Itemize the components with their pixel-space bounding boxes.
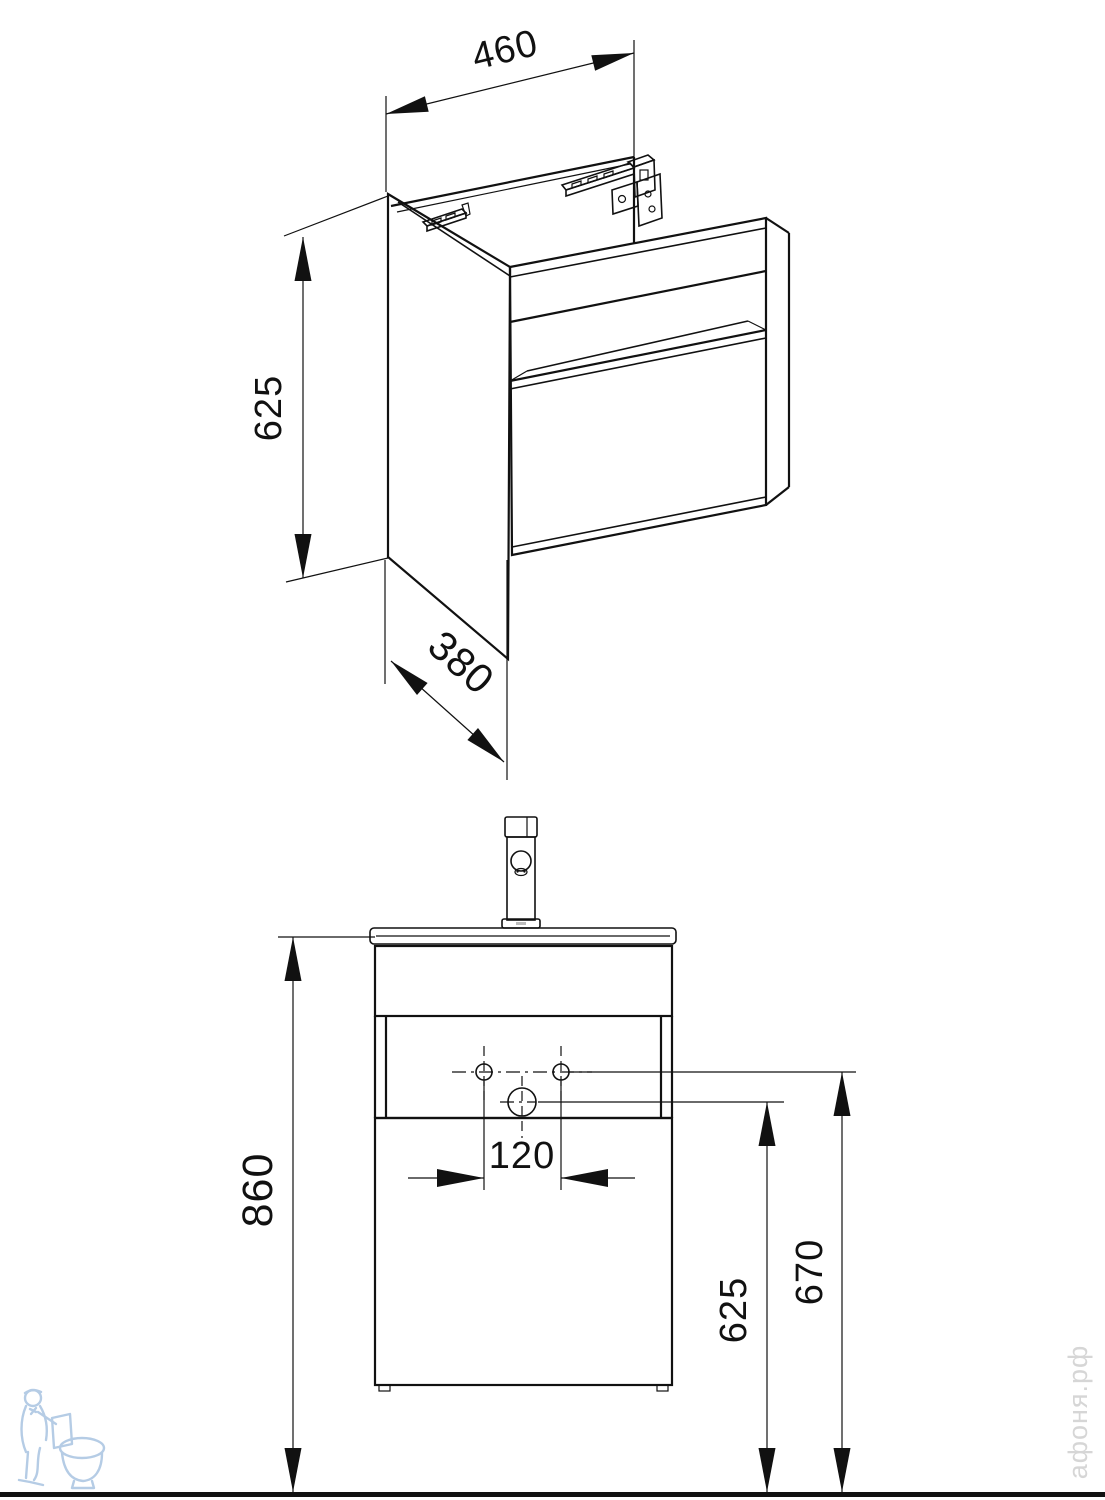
washbasin — [370, 928, 676, 944]
right-mounting-rail-icon — [562, 155, 662, 226]
iso-width-label: 460 — [467, 22, 543, 79]
iso-recess-top — [510, 271, 766, 322]
iso-recess-bottom — [510, 330, 766, 381]
faucet — [502, 817, 540, 928]
arrowhead — [467, 728, 504, 762]
front-total-height-label: 860 — [234, 1152, 282, 1228]
arrowhead — [295, 237, 312, 281]
floor-line — [0, 1492, 1105, 1497]
front-drain-height-label: 625 — [713, 1276, 755, 1344]
iso-depth-dimension — [385, 560, 507, 780]
iso-height-dimension — [248, 196, 388, 582]
iso-depth-label: 380 — [419, 621, 504, 704]
site-watermark-text: афоня.рф — [1063, 1344, 1093, 1480]
front-hole-spacing-label: 120 — [488, 1135, 556, 1177]
iso-height-label: 625 — [248, 374, 290, 442]
iso-back-rim — [391, 157, 634, 206]
front-view — [0, 817, 1105, 1497]
iso-cabinet-body — [388, 157, 789, 659]
left-mounting-rail-icon — [423, 203, 470, 231]
iso-width-dimension — [386, 22, 634, 192]
arrowhead — [386, 96, 429, 114]
isometric-view — [248, 22, 789, 780]
front-holes-height-label: 670 — [789, 1238, 831, 1306]
front-upper-panel — [375, 946, 672, 1016]
arrowhead — [295, 534, 312, 578]
faucet-logo-mark — [516, 922, 526, 925]
arrowhead — [591, 53, 634, 71]
arrowhead — [391, 661, 428, 695]
front-drain-height-dimension — [538, 1102, 784, 1492]
front-total-height-dimension — [234, 937, 375, 1492]
plumber-logo-icon — [19, 1390, 104, 1488]
hole-pattern — [452, 1046, 592, 1138]
